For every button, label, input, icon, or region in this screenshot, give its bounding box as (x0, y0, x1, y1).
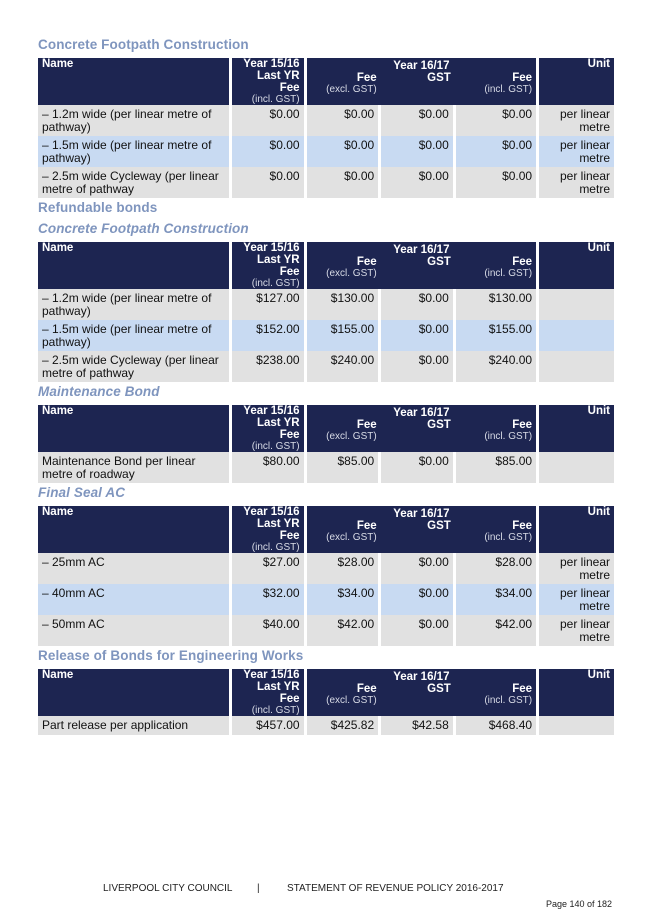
row-fee-incl: $34.00 (456, 584, 536, 615)
header-last-yr-label: Last YR Fee (256, 70, 300, 94)
header-unit: Unit (539, 58, 614, 105)
row-name: – 2.5m wide Cycleway (per linear metre of pathway (38, 351, 229, 382)
table-header (38, 506, 614, 553)
header-name: Name (38, 58, 229, 105)
header-incl-gst-2: (incl. GST) (484, 532, 533, 543)
row-fee: $130.00 (307, 289, 379, 320)
header-year-curr: Year 16/17 (393, 508, 450, 520)
header-fee-incl: Fee (512, 72, 533, 84)
header-fee-incl: Fee (512, 520, 533, 532)
row-fee: $240.00 (307, 351, 379, 382)
table-row (38, 105, 614, 136)
document-content (38, 36, 614, 737)
table-header (38, 242, 614, 289)
row-gst: $0.00 (381, 351, 453, 382)
table-row (38, 320, 614, 351)
header-last-yr-fee (232, 405, 304, 452)
row-unit: per linear metre (539, 105, 614, 136)
header-year-prev: Year 15/16 (243, 506, 300, 518)
row-name: Maintenance Bond per linear metre of roadway (38, 452, 229, 483)
row-last-fee: $152.00 (232, 320, 304, 351)
row-last-fee: $457.00 (232, 716, 304, 735)
header-name: Name (38, 405, 229, 452)
header-gst: GST (427, 520, 451, 532)
header-incl-gst: (incl. GST) (251, 441, 300, 452)
fee-table-concrete-footpath (35, 58, 617, 198)
row-name: – 25mm AC (38, 553, 229, 584)
row-last-fee: $127.00 (232, 289, 304, 320)
section-title-maintenance-bond: Maintenance Bond (38, 384, 160, 399)
row-fee: $425.82 (307, 716, 379, 735)
section-heading-refundable-bonds: Refundable bonds (38, 200, 158, 215)
header-last-yr-label: Last YR Fee (256, 681, 300, 705)
header-gst: GST (427, 419, 451, 431)
header-year-curr: Year 16/17 (393, 407, 450, 419)
header-last-yr-fee (232, 58, 304, 105)
header-excl-gst: (excl. GST) (326, 431, 377, 442)
row-name: – 2.5m wide Cycleway (per linear metre of pathway (38, 167, 229, 198)
table-row (38, 167, 614, 198)
fee-table-concrete-footpath-bonds (35, 242, 617, 382)
header-excl-gst: (excl. GST) (326, 268, 377, 279)
header-last-yr-fee (232, 506, 304, 553)
row-last-fee: $27.00 (232, 553, 304, 584)
row-last-fee: $238.00 (232, 351, 304, 382)
header-last-yr-fee (232, 242, 304, 289)
page-number: Page 140 of 182 (545, 899, 612, 909)
row-name: – 1.2m wide (per linear metre of pathway) (38, 105, 229, 136)
row-fee: $155.00 (307, 320, 379, 351)
header-last-yr-label: Last YR Fee (256, 417, 300, 441)
header-year-curr-group (307, 58, 537, 105)
row-gst: $42.58 (381, 716, 453, 735)
row-name: – 50mm AC (38, 615, 229, 646)
section-title-final-seal-ac: Final Seal AC (38, 485, 126, 500)
header-year-curr-group (307, 405, 537, 452)
header-fee: Fee (356, 256, 377, 268)
section-title-concrete-footpath: Concrete Footpath Construction (38, 37, 249, 52)
row-last-fee: $0.00 (232, 167, 304, 198)
header-incl-gst-2: (incl. GST) (484, 695, 533, 706)
header-unit: Unit (539, 669, 614, 716)
row-last-fee: $40.00 (232, 615, 304, 646)
row-fee-incl: $0.00 (456, 105, 536, 136)
header-year-prev: Year 15/16 (243, 242, 300, 254)
row-fee-incl: $468.40 (456, 716, 536, 735)
row-gst: $0.00 (381, 452, 453, 483)
row-unit (539, 289, 614, 320)
section-title-release-of-bonds: Release of Bonds for Engineering Works (38, 648, 304, 663)
row-unit (539, 452, 614, 483)
row-fee-incl: $130.00 (456, 289, 536, 320)
header-unit: Unit (539, 506, 614, 553)
row-fee: $42.00 (307, 615, 379, 646)
table-row (38, 584, 614, 615)
header-fee-incl: Fee (512, 256, 533, 268)
row-fee-incl: $85.00 (456, 452, 536, 483)
header-excl-gst: (excl. GST) (326, 695, 377, 706)
header-year-curr: Year 16/17 (393, 671, 450, 683)
header-year-curr: Year 16/17 (393, 60, 450, 72)
header-year-curr-group (307, 506, 537, 553)
section-title-concrete-footpath-bonds: Concrete Footpath Construction (38, 221, 249, 236)
header-unit: Unit (539, 242, 614, 289)
row-last-fee: $0.00 (232, 105, 304, 136)
table-row (38, 289, 614, 320)
row-gst: $0.00 (381, 615, 453, 646)
row-gst: $0.00 (381, 584, 453, 615)
row-name: – 1.2m wide (per linear metre of pathway) (38, 289, 229, 320)
header-year-prev: Year 15/16 (243, 58, 300, 70)
row-fee-incl: $42.00 (456, 615, 536, 646)
footer-separator: | (257, 883, 260, 894)
row-gst: $0.00 (381, 167, 453, 198)
row-fee-incl: $240.00 (456, 351, 536, 382)
fee-table-final-seal-ac (35, 506, 617, 646)
row-gst: $0.00 (381, 136, 453, 167)
row-unit (539, 351, 614, 382)
row-unit (539, 716, 614, 735)
header-unit: Unit (539, 405, 614, 452)
header-fee: Fee (356, 419, 377, 431)
row-last-fee: $80.00 (232, 452, 304, 483)
header-gst: GST (427, 256, 451, 268)
row-fee-incl: $0.00 (456, 136, 536, 167)
row-fee-incl: $28.00 (456, 553, 536, 584)
header-last-yr-label: Last YR Fee (256, 518, 300, 542)
header-year-curr: Year 16/17 (393, 244, 450, 256)
header-fee-incl: Fee (512, 683, 533, 695)
header-year-prev: Year 15/16 (243, 405, 300, 417)
table-header (38, 405, 614, 452)
header-year-curr-group (307, 669, 537, 716)
table-header (38, 669, 614, 716)
row-gst: $0.00 (381, 553, 453, 584)
header-fee-incl: Fee (512, 419, 533, 431)
table-row (38, 452, 614, 483)
row-name: – 1.5m wide (per linear metre of pathway) (38, 136, 229, 167)
row-fee: $28.00 (307, 553, 379, 584)
table-row (38, 716, 614, 735)
fee-table-maintenance-bond (35, 405, 617, 483)
table-row (38, 553, 614, 584)
row-unit: per linear metre (539, 584, 614, 615)
header-year-curr-group (307, 242, 537, 289)
row-fee: $34.00 (307, 584, 379, 615)
header-incl-gst-2: (incl. GST) (484, 268, 533, 279)
table-row (38, 351, 614, 382)
header-incl-gst: (incl. GST) (251, 278, 300, 289)
row-fee: $85.00 (307, 452, 379, 483)
footer-org: LIVERPOOL CITY COUNCIL (103, 883, 233, 894)
header-fee: Fee (356, 72, 377, 84)
row-fee-incl: $155.00 (456, 320, 536, 351)
table-row (38, 136, 614, 167)
header-incl-gst: (incl. GST) (251, 94, 300, 105)
row-last-fee: $32.00 (232, 584, 304, 615)
row-gst: $0.00 (381, 289, 453, 320)
row-fee: $0.00 (307, 167, 379, 198)
fee-table-release-of-bonds (35, 669, 617, 735)
header-last-yr-fee (232, 669, 304, 716)
row-gst: $0.00 (381, 105, 453, 136)
row-unit: per linear metre (539, 167, 614, 198)
row-last-fee: $0.00 (232, 136, 304, 167)
row-unit (539, 320, 614, 351)
header-last-yr-label: Last YR Fee (256, 254, 300, 278)
row-unit: per linear metre (539, 553, 614, 584)
header-incl-gst-2: (incl. GST) (484, 84, 533, 95)
header-fee: Fee (356, 520, 377, 532)
header-name: Name (38, 669, 229, 716)
footer-doc-title: STATEMENT OF REVENUE POLICY 2016-2017 (287, 883, 504, 894)
header-incl-gst-2: (incl. GST) (484, 431, 533, 442)
header-incl-gst: (incl. GST) (251, 542, 300, 553)
row-name: – 40mm AC (38, 584, 229, 615)
header-excl-gst: (excl. GST) (326, 532, 377, 543)
header-excl-gst: (excl. GST) (326, 84, 377, 95)
header-gst: GST (427, 72, 451, 84)
row-name: – 1.5m wide (per linear metre of pathway) (38, 320, 229, 351)
header-year-prev: Year 15/16 (243, 669, 300, 681)
row-fee-incl: $0.00 (456, 167, 536, 198)
header-gst: GST (427, 683, 451, 695)
row-gst: $0.00 (381, 320, 453, 351)
row-unit: per linear metre (539, 136, 614, 167)
header-fee: Fee (356, 683, 377, 695)
row-name: Part release per application (38, 716, 229, 735)
row-fee: $0.00 (307, 105, 379, 136)
header-name: Name (38, 506, 229, 553)
row-fee: $0.00 (307, 136, 379, 167)
table-header (38, 58, 614, 105)
header-name: Name (38, 242, 229, 289)
header-incl-gst: (incl. GST) (251, 705, 300, 716)
row-unit: per linear metre (539, 615, 614, 646)
table-row (38, 615, 614, 646)
